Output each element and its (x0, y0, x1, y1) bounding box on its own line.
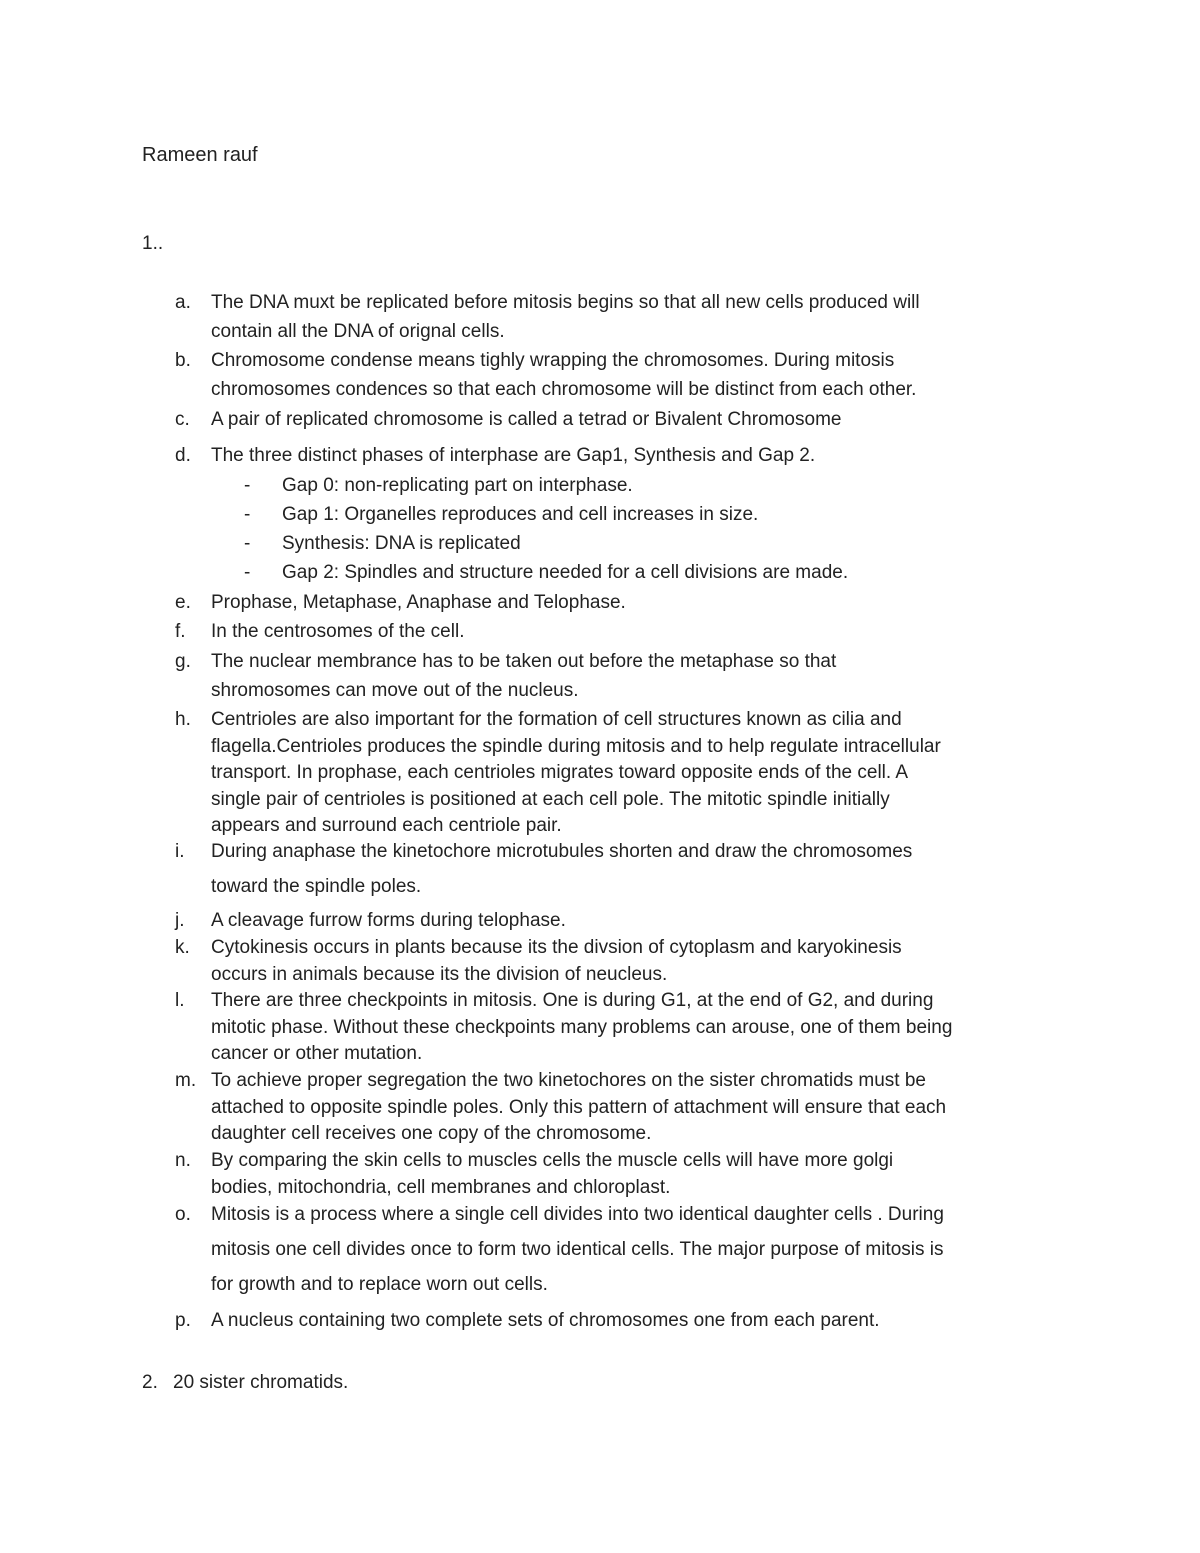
item-line: for growth and to replace worn out cells. (211, 1274, 548, 1295)
item-marker: k. (175, 937, 190, 958)
item-line: Chromosome condense means tighly wrapping the chromosomes. During mitosis (211, 350, 895, 371)
item-marker: h. (175, 709, 191, 730)
item-line: By comparing the skin cells to muscles cells the muscle cells will have more golgi (211, 1150, 894, 1171)
item-line: single pair of centrioles is positioned at each cell pole. The mitotic spindle initially (211, 788, 890, 810)
item-marker: b. (175, 350, 191, 371)
item-marker: o. (175, 1204, 191, 1225)
item-marker: i. (175, 841, 185, 862)
item-line: mitotic phase. Without these checkpoints many problems can arouse, one of them being (211, 1016, 953, 1038)
question-1-number: 1.. (142, 233, 164, 254)
item-line: toward the spindle poles. (211, 876, 422, 897)
dash-marker: - (244, 562, 251, 583)
item-line: To achieve proper segregation the two kinetochores on the sister chromatids must be (211, 1070, 926, 1091)
item-line: attached to opposite spindle poles. Only this pattern of attachment will ensure that each (211, 1096, 947, 1118)
item-line: contain all the DNA of orignal cells. (211, 321, 505, 342)
item-marker: f. (175, 621, 186, 642)
item-line: Prophase, Metaphase, Anaphase and Telophase. (211, 592, 626, 613)
dash-marker: - (244, 533, 251, 554)
item-line: shromosomes can move out of the nucleus. (211, 680, 579, 701)
item-line: There are three checkpoints in mitosis. One is during G1, at the end of G2, and during (211, 990, 934, 1011)
item-line: transport. In prophase, each centrioles migrates toward opposite ends of the cell. A (211, 762, 909, 783)
item-marker: p. (175, 1310, 191, 1331)
sub-item-text: Gap 1: Organelles reproduces and cell increases in size. (282, 504, 759, 525)
item-line: flagella.Centrioles produces the spindle during mitosis and to help regulate intracellular (211, 735, 941, 757)
item-line: Cytokinesis occurs in plants because its the divsion of cytoplasm and karyokinesis (211, 937, 902, 958)
item-marker: e. (175, 592, 191, 613)
item-line: mitosis one cell divides once to form two identical cells. The major purpose of mitosis is (211, 1239, 944, 1260)
item-line: bodies, mitochondria, cell membranes and chloroplast. (211, 1176, 671, 1198)
sub-item-text: Gap 2: Spindles and structure needed for a cell divisions are made. (282, 562, 849, 583)
item-marker: l. (175, 990, 185, 1011)
item-marker: n. (175, 1150, 191, 1171)
item-line: The DNA muxt be replicated before mitosis begins so that all new cells produced will (211, 292, 920, 313)
item-line: appears and surround each centriole pair. (211, 815, 562, 836)
item-line: daughter cell receives one copy of the chromosome. (211, 1123, 652, 1144)
item-marker: a. (175, 292, 191, 313)
question-2-number: 2. (142, 1372, 158, 1393)
item-line: occurs in animals because its the division of neucleus. (211, 963, 668, 985)
item-marker: g. (175, 651, 191, 672)
item-line: In the centrosomes of the cell. (211, 621, 465, 642)
item-line: A cleavage furrow forms during telophase. (211, 910, 566, 931)
dash-marker: - (244, 475, 251, 496)
sub-item-text: Synthesis: DNA is replicated (282, 533, 521, 554)
item-marker: m. (175, 1070, 197, 1091)
item-line: Mitosis is a process where a single cell divides into two identical daughter cells . During (211, 1204, 944, 1225)
item-marker: d. (175, 445, 191, 466)
item-line: Centrioles are also important for the formation of cell structures known as cilia and (211, 709, 902, 730)
item-line: During anaphase the kinetochore microtubules shorten and draw the chromosomes (211, 841, 913, 862)
item-line: cancer or other mutation. (211, 1043, 423, 1064)
item-marker: j. (175, 910, 185, 931)
sub-item-text: Gap 0: non-replicating part on interphase. (282, 475, 633, 496)
item-marker: c. (175, 409, 190, 430)
item-line: chromosomes condences so that each chromosome will be distinct from each other. (211, 379, 917, 400)
dash-marker: - (244, 504, 251, 525)
question-2-answer: 20 sister chromatids. (173, 1372, 349, 1393)
item-line: A nucleus containing two complete sets of chromosomes one from each parent. (211, 1310, 880, 1331)
item-line: A pair of replicated chromosome is called a tetrad or Bivalent Chromosome (211, 409, 842, 430)
author-name: Rameen rauf (142, 144, 258, 166)
item-line: The three distinct phases of interphase are Gap1, Synthesis and Gap 2. (211, 445, 816, 466)
item-line: The nuclear membrance has to be taken out before the metaphase so that (211, 651, 837, 672)
